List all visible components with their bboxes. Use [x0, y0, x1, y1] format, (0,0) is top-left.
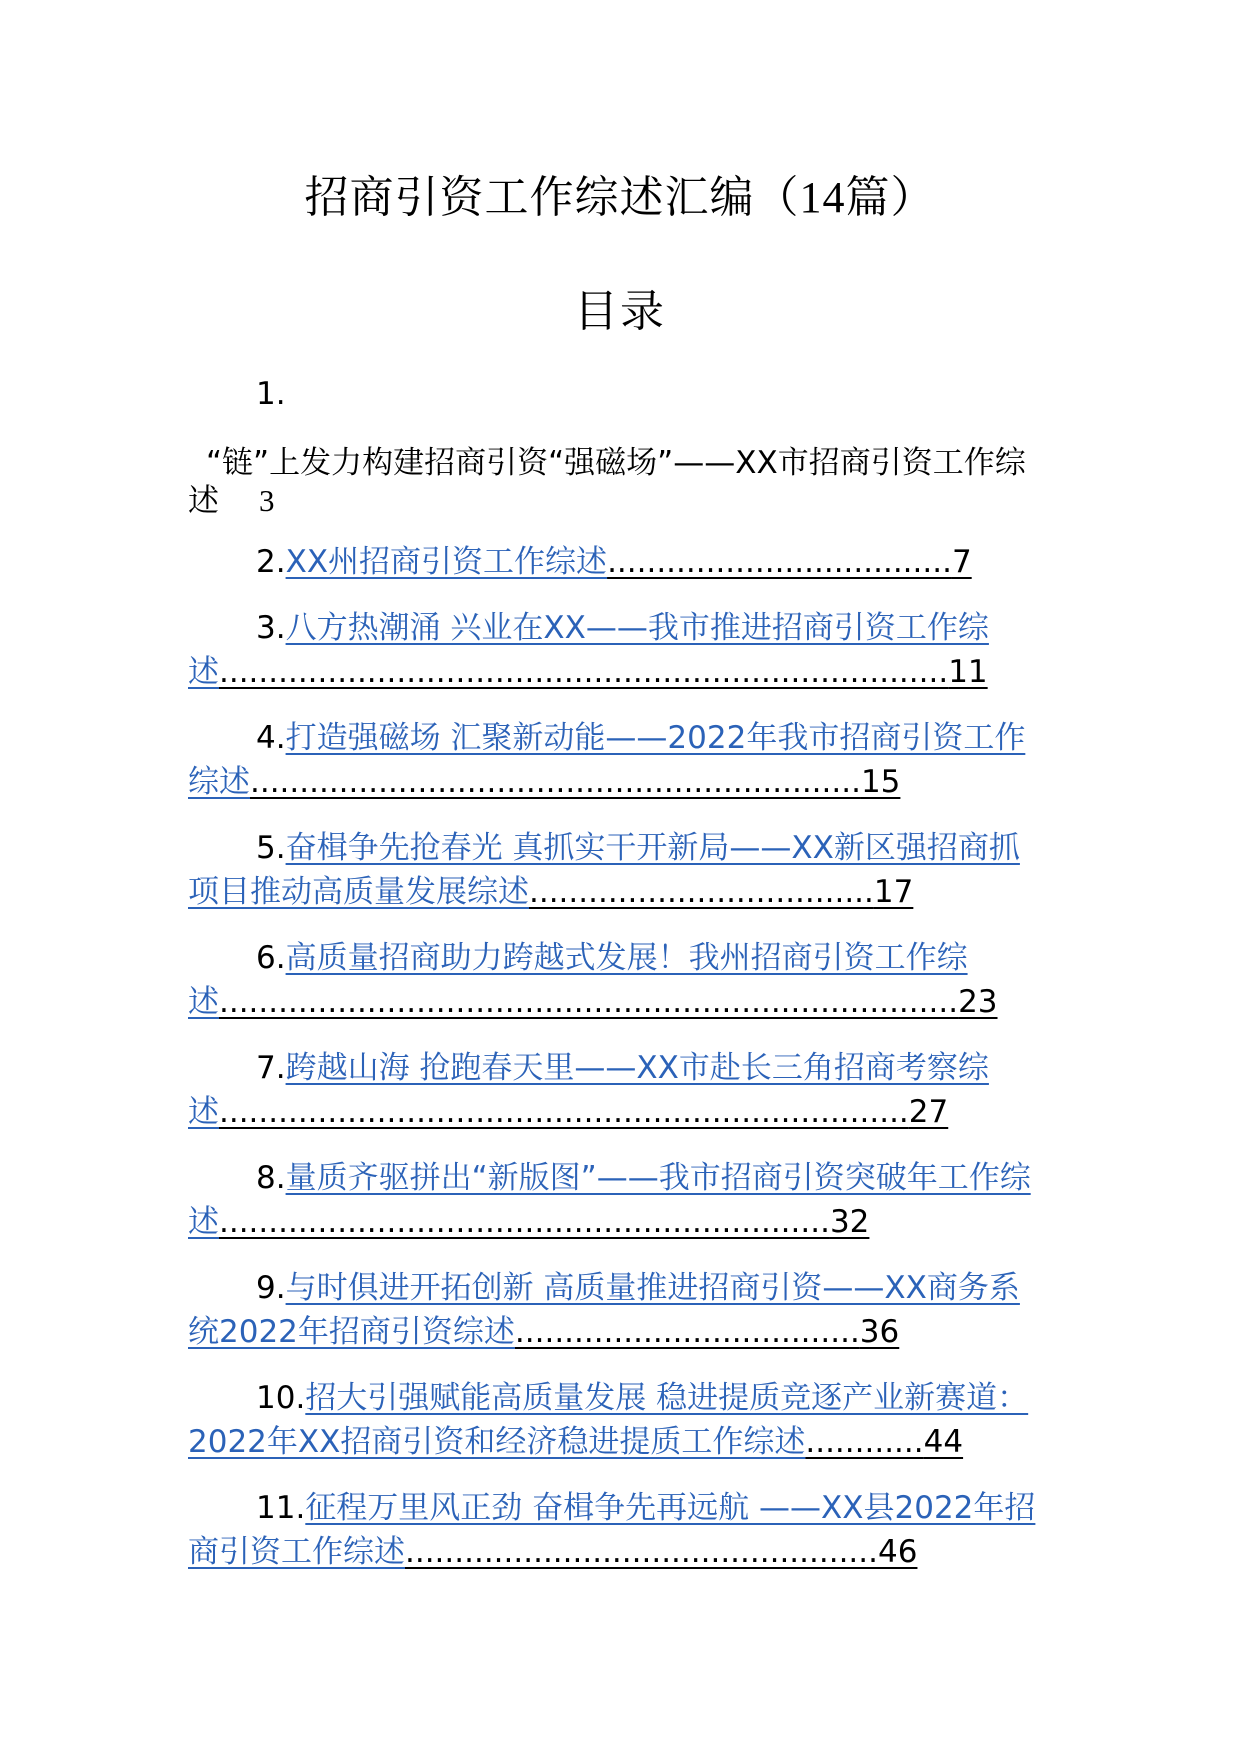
- toc-entry-title: “链”上发力构建招商引资“强磁场”——XX市招商引资工作综述: [188, 445, 1026, 519]
- toc-entry-link[interactable]: 高质量招商助力跨越式发展！我州招商引资工作综述: [188, 940, 968, 1020]
- toc-entry-index: 9.: [256, 1270, 286, 1306]
- toc-entry[interactable]: [188, 606, 1048, 694]
- toc-entry-index: 10.: [256, 1380, 306, 1416]
- toc-entry-leader: ......................................................................: [219, 1094, 909, 1130]
- toc-entry-page: 3: [259, 483, 275, 518]
- toc-entry-link[interactable]: 八方热潮涌 兴业在XX——我市推进招商引资工作综述: [188, 610, 989, 690]
- toc-entry-leader: ............: [805, 1424, 924, 1460]
- toc-entry[interactable]: [188, 1486, 1048, 1574]
- toc-entry-page: 17: [873, 874, 914, 910]
- toc-entry-page: 27: [908, 1094, 949, 1130]
- toc-entry-index: 6.: [256, 940, 286, 976]
- toc-entry-link[interactable]: 征程万里风正劲 奋楫争先再远航 ——XX县2022年招商引资工作综述: [188, 1490, 1036, 1570]
- toc-entry-index: 11.: [256, 1490, 306, 1526]
- toc-entry-index: 5.: [256, 830, 286, 866]
- toc-entry-index: 4.: [256, 720, 286, 756]
- toc-entry-index: 7.: [256, 1050, 286, 1086]
- toc-entry[interactable]: [188, 1266, 1048, 1354]
- toc-entry-leader: ...................................: [607, 544, 952, 580]
- toc-entry-page: 36: [859, 1314, 900, 1350]
- toc-entry-index: 8.: [256, 1160, 286, 1196]
- toc-entry[interactable]: [188, 936, 1048, 1024]
- toc-entry-leader: ................................................: [405, 1534, 878, 1570]
- toc-entry-leader: ...................................: [529, 874, 874, 910]
- toc-entry-index: 1.: [256, 376, 286, 412]
- toc-entry-link[interactable]: 与时俱进开拓创新 高质量推进招商引资——XX商务系统2022年招商引资综述: [188, 1270, 1020, 1350]
- toc-entry-link[interactable]: 量质齐驱拼出“新版图”——我市招商引资突破年工作综述: [188, 1160, 1031, 1240]
- title-text: 招商引资工作综述汇编（: [304, 172, 800, 223]
- toc-entry[interactable]: [188, 372, 1048, 520]
- title-count: 14: [799, 173, 846, 222]
- toc-entry-page: 23: [958, 984, 998, 1020]
- toc-entry-link[interactable]: XX州招商引资工作综述: [285, 544, 608, 580]
- toc-entry-leader: ..............................................................: [250, 764, 861, 800]
- toc-entry-link[interactable]: 招大引强赋能高质量发展 稳进提质竞逐产业新赛道：2022年XX招商引资和经济稳进提质工作综述: [188, 1380, 1029, 1460]
- table-of-contents: [188, 372, 1048, 1596]
- toc-entry-leader: ...................................: [514, 1314, 860, 1350]
- toc-entry[interactable]: [188, 1046, 1048, 1134]
- toc-entry[interactable]: [188, 716, 1048, 804]
- toc-entry-index: 2.: [256, 544, 286, 580]
- toc-entry-page: 11: [948, 654, 988, 690]
- toc-entry[interactable]: [188, 1156, 1048, 1244]
- toc-entry[interactable]: [188, 540, 1048, 584]
- toc-entry-page: 32: [829, 1204, 870, 1240]
- toc-entry-page: 7: [951, 544, 972, 580]
- toc-entry-leader: ...........................................................................: [219, 984, 959, 1020]
- toc-entry[interactable]: [188, 826, 1048, 914]
- toc-entry-page: 15: [860, 764, 901, 800]
- toc-entry-link[interactable]: 打造强磁场 汇聚新动能——2022年我市招商引资工作综述: [188, 720, 1026, 800]
- toc-entry[interactable]: [188, 1376, 1078, 1464]
- toc-entry-leader: ..........................................................................: [219, 654, 949, 690]
- toc-entry-page: 46: [878, 1534, 918, 1570]
- toc-entry-page: 44: [923, 1424, 964, 1460]
- toc-entry-leader: ..............................................................: [219, 1204, 830, 1240]
- title-suffix: 篇）: [845, 172, 936, 223]
- toc-entry-index: 3.: [256, 610, 286, 646]
- toc-entry-link[interactable]: 跨越山海 抢跑春天里——XX市赴长三角招商考察综述: [188, 1050, 989, 1130]
- toc-heading: 目录: [574, 286, 666, 337]
- document-title: [0, 168, 1240, 228]
- toc-entry-link[interactable]: 奋楫争先抢春光 真抓实干开新局——XX新区强招商抓项目推动高质量发展综述: [188, 830, 1020, 910]
